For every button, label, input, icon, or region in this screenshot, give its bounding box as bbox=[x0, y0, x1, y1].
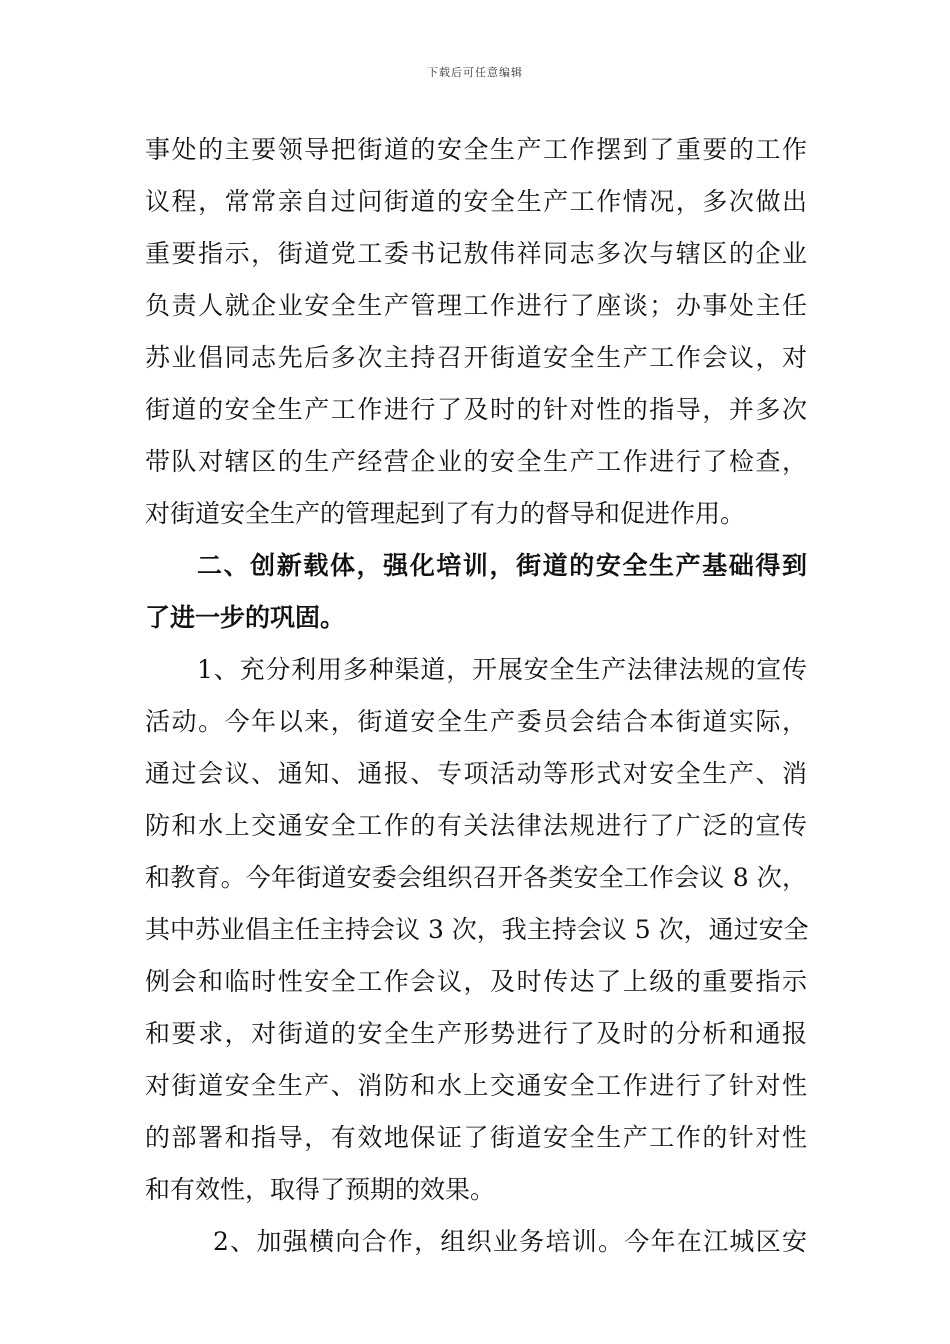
paragraph-line: 事处的主要领导把街道的安全生产工作摆到了重要的工作 bbox=[145, 135, 807, 164]
paragraph-line: 街道的安全生产工作进行了及时的针对性的指导，并多次 bbox=[145, 395, 807, 424]
paragraph-line: 对街道安全生产的管理起到了有力的督导和促进作用。 bbox=[145, 499, 746, 528]
paragraph-line: 带队对辖区的生产经营企业的安全生产工作进行了检查， bbox=[145, 447, 807, 476]
paragraph-line: 2、加强横向合作，组织业务培训。今年在江城区安 bbox=[213, 1227, 807, 1256]
paragraph-line: 议程，常常亲自过问街道的安全生产工作情况，多次做出 bbox=[145, 187, 807, 216]
section-heading-line: 二、创新载体，强化培训，街道的安全生产基础得到 bbox=[197, 551, 807, 580]
paragraph-line: 和有效性，取得了预期的效果。 bbox=[145, 1175, 496, 1204]
paragraph-line: 对街道安全生产、消防和水上交通安全工作进行了针对性 bbox=[145, 1071, 807, 1100]
paragraph-line: 活动。今年以来，街道安全生产委员会结合本街道实际， bbox=[145, 707, 807, 736]
paragraph-line: 例会和临时性安全工作会议，及时传达了上级的重要指示 bbox=[145, 967, 807, 996]
section-heading-line: 了进一步的巩固。 bbox=[145, 603, 346, 632]
paragraph-line: 和教育。今年街道安委会组织召开各类安全工作会议 8 次， bbox=[145, 863, 807, 892]
paragraph-line: 重要指示，街道党工委书记敖伟祥同志多次与辖区的企业 bbox=[145, 239, 807, 268]
paragraph-line: 苏业倡同志先后多次主持召开街道安全生产工作会议，对 bbox=[145, 343, 807, 372]
paragraph-line: 1、充分利用多种渠道，开展安全生产法律法规的宣传 bbox=[197, 655, 807, 684]
paragraph-line: 通过会议、通知、通报、专项活动等形式对安全生产、消 bbox=[145, 759, 807, 788]
paragraph-line: 防和水上交通安全工作的有关法律法规进行了广泛的宣传 bbox=[145, 811, 807, 840]
paragraph-line: 负责人就企业安全生产管理工作进行了座谈；办事处主任 bbox=[145, 291, 807, 320]
document-body bbox=[145, 124, 807, 1268]
paragraph-line: 的部署和指导，有效地保证了街道安全生产工作的针对性 bbox=[145, 1123, 807, 1152]
header-note: 下载后可任意编辑 bbox=[427, 66, 523, 79]
paragraph-line: 其中苏业倡主任主持会议 3 次，我主持会议 5 次，通过安全 bbox=[145, 915, 809, 944]
paragraph-line: 和要求，对街道的安全生产形势进行了及时的分析和通报 bbox=[145, 1019, 807, 1048]
